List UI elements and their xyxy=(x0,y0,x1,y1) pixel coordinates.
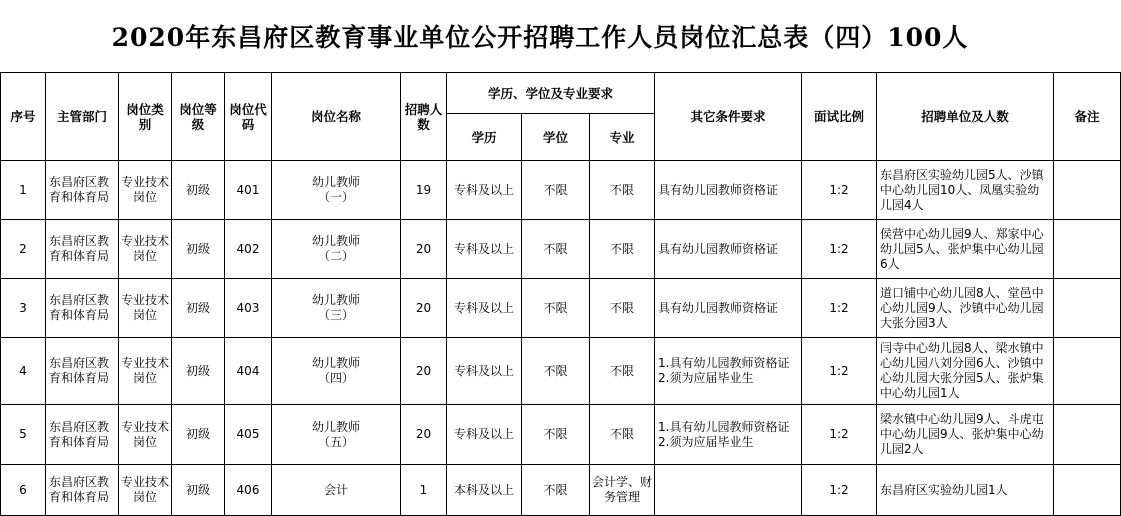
header-dept: 主管部门 xyxy=(46,73,119,161)
cell-dept: 东昌府区教育和体育局 xyxy=(46,338,119,405)
cell-name-line2: （四） xyxy=(317,371,354,385)
cell-category: 专业技术岗位 xyxy=(119,338,172,405)
cell-code: 402 xyxy=(225,220,272,279)
header-ratio: 面试比例 xyxy=(802,73,877,161)
cell-other: 1.具有幼儿园教师资格证 2.须为应届毕业生 xyxy=(655,338,802,405)
cell-major: 会计学、财务管理 xyxy=(590,465,655,516)
cell-other: 具有幼儿园教师资格证 xyxy=(655,279,802,338)
cell-education: 专科及以上 xyxy=(447,405,522,465)
cell-degree: 不限 xyxy=(522,405,590,465)
cell-name-line1: 幼儿教师 xyxy=(311,293,360,307)
recruitment-table xyxy=(0,72,1121,516)
cell-remark xyxy=(1054,405,1121,465)
cell-degree: 不限 xyxy=(522,220,590,279)
cell-level: 初级 xyxy=(172,465,225,516)
cell-units: 侯营中心幼儿园9人、郑家中心幼儿园5人、张炉集中心幼儿园6人 xyxy=(877,220,1054,279)
cell-count: 19 xyxy=(401,161,447,220)
cell-dept: 东昌府区教育和体育局 xyxy=(46,405,119,465)
header-remark: 备注 xyxy=(1054,73,1121,161)
cell-dept: 东昌府区教育和体育局 xyxy=(46,465,119,516)
cell-code: 404 xyxy=(225,338,272,405)
cell-name-line2: （一） xyxy=(317,190,354,204)
cell-name-line1: 幼儿教师 xyxy=(311,234,360,248)
cell-remark xyxy=(1054,338,1121,405)
cell-dept: 东昌府区教育和体育局 xyxy=(46,161,119,220)
cell-category: 专业技术岗位 xyxy=(119,161,172,220)
cell-education: 专科及以上 xyxy=(447,220,522,279)
table-row xyxy=(1,161,1121,220)
header-major: 专业 xyxy=(590,114,655,161)
cell-degree: 不限 xyxy=(522,338,590,405)
cell-seq: 3 xyxy=(1,279,46,338)
cell-ratio: 1:2 xyxy=(802,465,877,516)
cell-ratio: 1:2 xyxy=(802,161,877,220)
header-other: 其它条件要求 xyxy=(655,73,802,161)
cell-education: 专科及以上 xyxy=(447,338,522,405)
header-count: 招聘人数 xyxy=(401,73,447,161)
cell-dept: 东昌府区教育和体育局 xyxy=(46,279,119,338)
cell-code: 403 xyxy=(225,279,272,338)
cell-other: 具有幼儿园教师资格证 xyxy=(655,220,802,279)
cell-name-line1: 幼儿教师 xyxy=(311,419,360,434)
cell-code: 405 xyxy=(225,405,272,465)
table-row xyxy=(1,279,1121,338)
cell-degree: 不限 xyxy=(522,161,590,220)
cell-other: 1.具有幼儿园教师资格证 2.须为应届毕业生 xyxy=(655,405,802,465)
cell-name-line2: （三） xyxy=(317,308,354,322)
cell-level: 初级 xyxy=(172,279,225,338)
cell-major: 不限 xyxy=(590,161,655,220)
cell-count: 20 xyxy=(401,405,447,465)
cell-education: 专科及以上 xyxy=(447,279,522,338)
table-row xyxy=(1,465,1121,516)
cell-count: 1 xyxy=(401,465,447,516)
cell-name xyxy=(272,465,401,516)
cell-degree: 不限 xyxy=(522,279,590,338)
cell-name xyxy=(272,161,401,220)
cell-name xyxy=(272,279,401,338)
cell-name xyxy=(272,405,401,465)
cell-code: 406 xyxy=(225,465,272,516)
cell-name xyxy=(272,338,401,405)
header-name: 岗位名称 xyxy=(272,73,401,161)
cell-education: 专科及以上 xyxy=(447,161,522,220)
cell-count: 20 xyxy=(401,338,447,405)
cell-level: 初级 xyxy=(172,220,225,279)
header-code: 岗位代码 xyxy=(225,73,272,161)
header-degree: 学位 xyxy=(522,114,590,161)
cell-major: 不限 xyxy=(590,220,655,279)
table-row xyxy=(1,405,1121,465)
cell-other xyxy=(655,465,802,516)
header-seq: 序号 xyxy=(1,73,46,161)
header-row xyxy=(1,73,1121,114)
cell-count: 20 xyxy=(401,220,447,279)
cell-units: 东昌府区实验幼儿园1人 xyxy=(877,465,1054,516)
cell-name-line1: 会计 xyxy=(323,482,348,497)
cell-seq: 1 xyxy=(1,161,46,220)
cell-remark xyxy=(1054,220,1121,279)
cell-seq: 2 xyxy=(1,220,46,279)
cell-seq: 6 xyxy=(1,465,46,516)
cell-category: 专业技术岗位 xyxy=(119,465,172,516)
table-row xyxy=(1,220,1121,279)
page-title: 2020年东昌府区教育事业单位公开招聘工作人员岗位汇总表（四）100人 xyxy=(111,23,969,52)
cell-category: 专业技术岗位 xyxy=(119,220,172,279)
cell-ratio: 1:2 xyxy=(802,405,877,465)
header-edu-group: 学历、学位及专业要求 xyxy=(447,73,655,114)
cell-seq: 5 xyxy=(1,405,46,465)
cell-dept: 东昌府区教育和体育局 xyxy=(46,220,119,279)
cell-name xyxy=(272,220,401,279)
cell-category: 专业技术岗位 xyxy=(119,405,172,465)
cell-name-line1: 幼儿教师 xyxy=(311,356,360,370)
cell-name-line1: 幼儿教师 xyxy=(311,175,360,189)
cell-level: 初级 xyxy=(172,338,225,405)
cell-level: 初级 xyxy=(172,161,225,220)
table-row xyxy=(1,338,1121,405)
cell-other: 具有幼儿园教师资格证 xyxy=(655,161,802,220)
cell-units: 闫寺中心幼儿园8人、梁水镇中心幼儿园八刘分园6人、沙镇中心幼儿园大张分园5人、张炉集中心幼儿园1人 xyxy=(877,338,1054,405)
cell-remark xyxy=(1054,279,1121,338)
cell-code: 401 xyxy=(225,161,272,220)
cell-units: 东昌府区实验幼儿园5人、沙镇中心幼儿园10人、凤凰实验幼儿园4人 xyxy=(877,161,1054,220)
cell-degree: 不限 xyxy=(522,465,590,516)
cell-ratio: 1:2 xyxy=(802,279,877,338)
cell-count: 20 xyxy=(401,279,447,338)
cell-seq: 4 xyxy=(1,338,46,405)
cell-remark xyxy=(1054,465,1121,516)
cell-ratio: 1:2 xyxy=(802,220,877,279)
cell-units: 道口铺中心幼儿园8人、堂邑中心幼儿园9人、沙镇中心幼儿园大张分园3人 xyxy=(877,279,1054,338)
cell-name-line2: （五） xyxy=(317,434,354,449)
cell-major: 不限 xyxy=(590,338,655,405)
cell-units: 梁水镇中心幼儿园9人、斗虎屯中心幼儿园9人、张炉集中心幼儿园2人 xyxy=(877,405,1054,465)
cell-level: 初级 xyxy=(172,405,225,465)
header-category: 岗位类别 xyxy=(119,73,172,161)
cell-major: 不限 xyxy=(590,405,655,465)
cell-category: 专业技术岗位 xyxy=(119,279,172,338)
cell-remark xyxy=(1054,161,1121,220)
cell-ratio: 1:2 xyxy=(802,338,877,405)
cell-major: 不限 xyxy=(590,279,655,338)
header-level: 岗位等级 xyxy=(172,73,225,161)
header-units: 招聘单位及人数 xyxy=(877,73,1054,161)
cell-education: 本科及以上 xyxy=(447,465,522,516)
header-education: 学历 xyxy=(447,114,522,161)
cell-name-line2: （二） xyxy=(317,249,354,263)
